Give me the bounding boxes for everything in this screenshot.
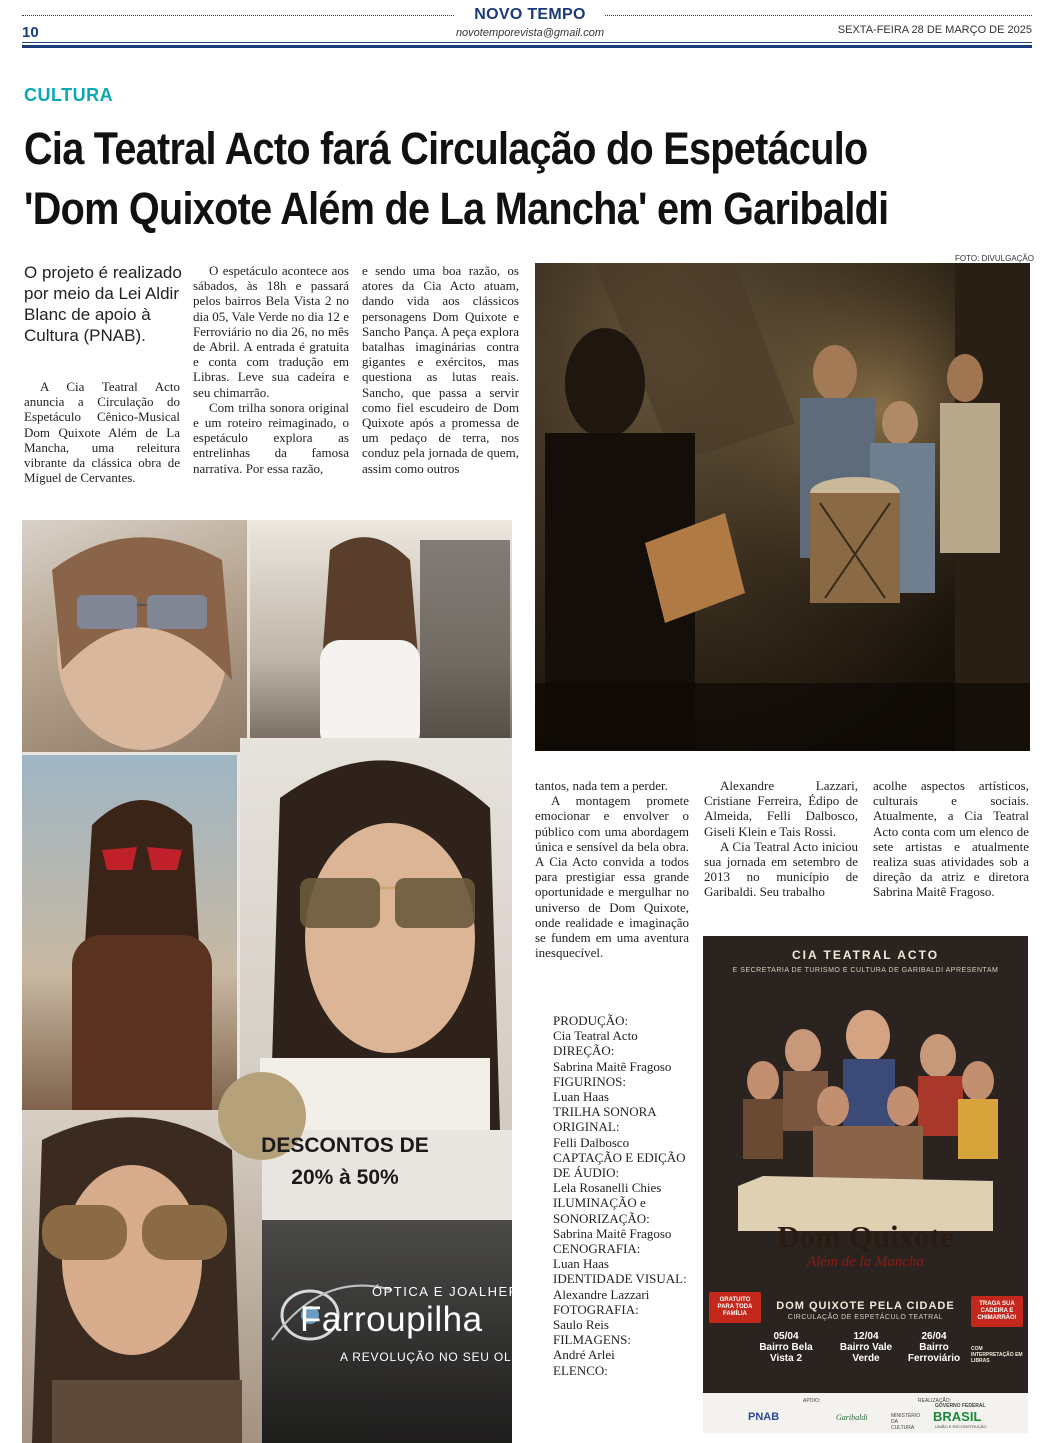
credit-line: PRODUÇÃO:	[553, 1013, 629, 1028]
ad-slogan: A REVOLUÇÃO NO SEU OLHAR	[340, 1350, 540, 1364]
paragraph: Alexandre Lazzari, Cristiane Ferreira, Édipo de Almeida, Felli Dalbosco, Giseli Klein e Tais Rossi.	[704, 778, 858, 839]
header-rule	[22, 42, 1032, 43]
paragraph: A Cia Teatral Acto iniciou sua jornada em setembro de 2013 no município de Garibaldi. Seu trabalho	[704, 838, 858, 900]
credit-line: André Arlei	[553, 1347, 615, 1363]
poster-badge-free: GRATUITO PARA TODA FAMÍLIA	[709, 1292, 761, 1323]
credit-line: Luan Haas	[553, 1089, 609, 1105]
theater-photo	[535, 263, 1030, 751]
poster-footer	[703, 1393, 1028, 1433]
credit-line: Saulo Reis	[553, 1317, 609, 1333]
discount-line-2: 20% à 50%	[291, 1166, 399, 1189]
credit-line: TRILHA SONORA ORIGINAL:	[553, 1104, 656, 1135]
ad-photo-5-figure	[22, 1110, 262, 1443]
paragraph: tantos, nada tem a perder.	[535, 778, 668, 793]
poster-event-subtitle: CIRCULAÇÃO DE ESPETÁCULO TEATRAL	[787, 1314, 944, 1321]
poster-show-name: Dom Quixote	[777, 1219, 954, 1254]
paragraph: acolhe aspectos artísticos, culturais e sociais. Atualmente, a Cia Teatral Acto conta com um elenco de sete artistas e atualmente realiza suas atividades sob a direção da atriz e diretora Sabrina Maitê Fragoso.	[873, 778, 1029, 900]
credit-line: Felli Dalbosco	[553, 1134, 630, 1150]
poster-show-subname: Além de la Mancha	[806, 1254, 925, 1270]
theater-photo-illustration	[535, 263, 1030, 751]
ad-photo-5	[22, 1110, 262, 1443]
ad-photo-2	[250, 520, 512, 752]
poster-date-3	[903, 1331, 965, 1364]
photo-credit: FOTO: DIVULGAÇÃO	[955, 254, 1034, 263]
credit-line: CAPTAÇÃO E EDIÇÃO DE ÁUDIO:	[553, 1149, 686, 1181]
ad-photo-4-figure	[240, 738, 512, 1130]
lead-text: O projeto é realizado por meio da Lei Aldir Blanc de apoio à Cultura (PNAB).	[24, 263, 182, 345]
poster-date-value: 05/04	[773, 1331, 799, 1342]
issue-date: SEXTA-FEIRA 28 DE MARÇO DE 2025	[837, 24, 1032, 36]
poster-cast-illustration	[703, 981, 1028, 1231]
poster-badge-chair: TRAGA SUA CADEIRA E CHIMARRÃO!	[971, 1296, 1023, 1327]
article-column-6	[873, 778, 1029, 900]
article-column-4	[535, 778, 689, 960]
paragraph: e sendo uma boa razão, os atores da Cia Acto atuam, dando vida aos clássicos personagens Dom Quixote e Sancho Pança. A peça explora batalhas imaginárias contra gigantes e exércitos, mas questiona as lutas reais. Sancho, que passa a servir como fiel escudeiro de Dom Quixote após a promessa de um pedaço de terra, nos conduz pela jornada de quem, assim como outros	[362, 263, 519, 476]
paragraph: A Cia Teatral Acto anuncia a Circulação do Espetáculo Cênico-Musical Dom Quixote Além de La Mancha, uma releitura vibrante da clássica obra de Miguel de Cervantes.	[24, 379, 180, 486]
ad-brand-tag: ÓPTICA E JOALHERIA	[372, 1284, 535, 1299]
poster-date-1	[755, 1331, 817, 1364]
credit-line: Sabrina Maitê Fragoso	[553, 1225, 672, 1241]
ad-brand-name: Farroupilha	[300, 1300, 483, 1339]
footer-apoio: APOIO:	[803, 1398, 821, 1404]
credit-line: FIGURINOS:	[553, 1073, 626, 1089]
article-column-5	[704, 778, 858, 900]
governo-label: GOVERNO FEDERAL	[935, 1403, 986, 1409]
headline	[24, 119, 1036, 239]
poster-date-2	[835, 1331, 897, 1364]
credit-line: FILMAGENS:	[553, 1332, 632, 1348]
ad-photo-1	[22, 520, 247, 752]
headline-line-1: Cia Teatral Acto fará Circulação do Espetáculo	[24, 123, 868, 174]
credit-line: ELENCO:	[553, 1362, 608, 1378]
ad-photo-4	[240, 738, 512, 1130]
credit-line: Sabrina Maitê Fragoso	[553, 1058, 672, 1074]
contact-email: novotemporevista@gmail.com	[455, 27, 605, 39]
paragraph: Com trilha sonora original e um roteiro reimaginado, o espetáculo explora as entrelinhas da famosa narrativa. Por essa razão,	[193, 399, 349, 476]
brand-title: NOVO TEMPO	[455, 6, 605, 26]
credit-line: ILUMINAÇÃO e SONORIZAÇÃO:	[553, 1195, 650, 1226]
uniao-label: UNIÃO E RECONSTRUÇÃO	[935, 1424, 987, 1429]
header-rule-thick	[22, 45, 1032, 48]
garibaldi-logo: Garibaldi	[836, 1413, 868, 1422]
article-column-1	[24, 379, 180, 485]
poster-event-title: DOM QUIXOTE PELA CIDADE	[776, 1300, 955, 1312]
credit-line: FOTOGRAFIA:	[553, 1301, 639, 1317]
poster-libras: COM INTERPRETAÇÃO EM LIBRAS	[971, 1346, 1023, 1364]
credit-line: DIREÇÃO:	[553, 1043, 615, 1059]
poster-date-value: 12/04	[853, 1331, 879, 1342]
section-label: CULTURA	[24, 85, 114, 105]
brasil-logo: BRASIL	[933, 1409, 982, 1424]
poster-date-place: Bairro Bela Vista 2	[759, 1342, 813, 1364]
credit-line: Lela Rosanelli Chies	[553, 1180, 662, 1196]
credit-line: IDENTIDADE VISUAL:	[553, 1271, 687, 1287]
ad-photo-2-figure	[250, 520, 512, 752]
poster-date-place: Bairro Vale Verde	[839, 1342, 893, 1364]
paragraph: A montagem promete emocionar e envolver o público com uma abordagem única e sensível da bela obra. A Cia Acto convida a todos para prestigiar essa grande oportunidade e mergulhar no universo de Dom Quixote, onde realidade e imaginação se fundem em uma aventura inesquecível.	[535, 793, 689, 961]
ad-photo-3-figure	[22, 755, 237, 1150]
credit-line: Cia Teatral Acto	[553, 1028, 638, 1044]
footer-realizacao: REALIZAÇÃO:	[918, 1398, 952, 1404]
poster-subtitle: E SECRETARIA DE TURISMO E CULTURA DE GARIBALDI APRESENTAM	[732, 967, 999, 974]
paragraph: O espetáculo acontece aos sábados, às 18h e passará pelos bairros Bela Vista 2 no dia 05, Vale Verde no dia 12 e Ferroviário no dia 26, no mês de Abril. A entrada é gratuita e conta com tradução em Libras. Leve sua cadeira e seu chimarrão.	[193, 263, 349, 400]
ad-photo-3	[22, 755, 237, 1150]
discount-line-1: DESCONTOS DE	[261, 1134, 429, 1157]
ad-photo-1-figure	[22, 520, 247, 752]
pnab-logo: PNAB	[748, 1411, 780, 1423]
event-poster	[703, 936, 1028, 1433]
page-number: 10	[22, 24, 39, 41]
poster-date-place: Bairro Ferroviário	[907, 1342, 961, 1364]
credit-line: CENOGRAFIA:	[553, 1241, 641, 1257]
poster-date-value: 26/04	[921, 1331, 947, 1342]
credit-line: Alexandre Lazzari	[553, 1286, 650, 1302]
poster-title: CIA TEATRAL ACTO	[791, 948, 940, 962]
credit-line: Luan Haas	[553, 1256, 609, 1272]
credits-list	[553, 1013, 693, 1378]
article-column-3	[362, 263, 519, 476]
headline-line-2: 'Dom Quixote Além de La Mancha' em Garibaldi	[24, 183, 889, 234]
ministerio-logo: MINISTÉRIO DA CULTURA	[891, 1413, 921, 1431]
discount-text	[245, 1130, 445, 1194]
article-column-2	[193, 263, 349, 476]
